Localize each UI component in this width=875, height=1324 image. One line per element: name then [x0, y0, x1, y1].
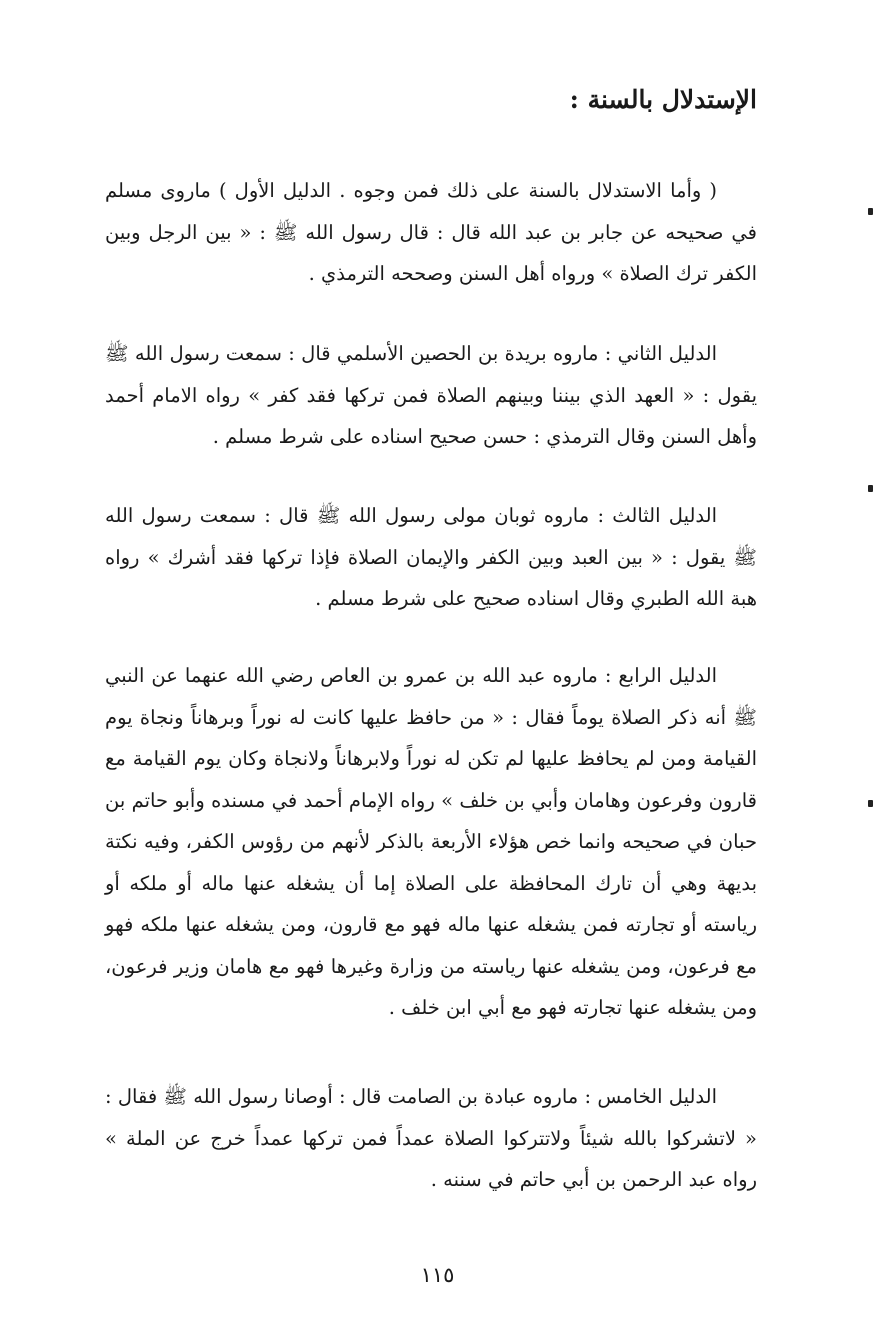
paragraph-evidence-3 [105, 495, 757, 620]
paragraph-text: الدليل الخامس : ماروه عبادة بن الصامت قال : أوصانا رسول الله ﷺ فقال : « لاتشركوا بالله شيئاً ولاتتركوا الصلاة عمداً فمن تركها عمداً خرج عن الملة » رواه عبد الرحمن بن أبي حاتم في سننه . [105, 1085, 757, 1191]
paragraph-evidence-1 [105, 170, 757, 295]
section-heading: الإستدلال بالسنة : [569, 85, 757, 114]
paragraph-evidence-5 [105, 1076, 757, 1201]
paragraph-evidence-4 [105, 655, 757, 1029]
paragraph-text: الدليل الثاني : ماروه بريدة بن الحصين الأسلمي قال : سمعت رسول الله ﷺ يقول : « العهد الذي بيننا وبينهم الصلاة فمن تركها فقد كفر » رواه الامام أحمد وأهل السنن وقال الترمذي : حسن صحيح اسناده على شرط مسلم . [105, 342, 757, 448]
paragraph-evidence-2 [105, 333, 757, 458]
page-number: ١١٥ [420, 1263, 455, 1287]
paragraph-text: ( وأما الاستدلال بالسنة على ذلك فمن وجوه . الدليل الأول ) ماروى مسلم في صحيحه عن جابر بن عبد الله قال : قال رسول الله ﷺ : « بين الرجل وبين الكفر ترك الصلاة » ورواه أهل السنن وصححه الترمذي . [105, 179, 757, 285]
scan-edge-mark [868, 208, 873, 215]
scan-edge-mark [868, 485, 873, 492]
paragraph-text: الدليل الرابع : ماروه عبد الله بن عمرو بن العاص رضي الله عنهما عن النبي ﷺ أنه ذكر الصلاة يوماً فقال : « من حافظ عليها كانت له نوراً وبرهاناً ونجاة يوم القيامة ومن لم يحافظ عليها لم تكن له نوراً ولابرهاناً ولانجاة وكان يوم القيامة مع قارون وفرعون وهامان وأبي بن خلف » رواه الإمام أحمد في مسنده وأبو حاتم بن حبان في صحيحه وانما خص هؤلاء الأربعة بالذكر لأنهم من رؤوس الكفر، وفيه نكتة بديهة وهي أن تارك المحافظة على الصلاة إما أن يشغله عنها ماله أو ملكه أو رياسته أو تجارته فمن يشغله عنها ماله فهو مع قارون، ومن يشغله عنها ملكه فهو مع فرعون، ومن يشغله عنها رياسته من وزارة وغيرها فهو مع هامان وزير فرعون، ومن يشغله عنها تجارته فهو مع أبي ابن خلف . [105, 664, 757, 1019]
scan-edge-mark [868, 800, 873, 807]
paragraph-text: الدليل الثالث : ماروه ثوبان مولى رسول الله ﷺ قال : سمعت رسول الله ﷺ يقول : « بين العبد وبين الكفر والإيمان الصلاة فإذا تركها فقد أشرك » رواه هبة الله الطبري وقال اسناده صحيح على شرط مسلم . [105, 504, 757, 610]
